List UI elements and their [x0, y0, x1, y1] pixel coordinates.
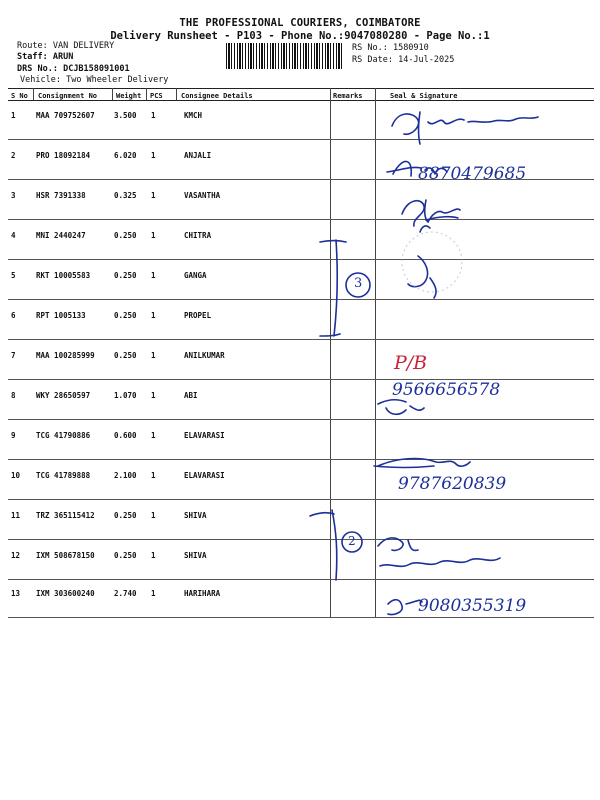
cell-pcs: 1 [151, 471, 156, 480]
circled-number-2: 2 [348, 534, 356, 548]
vehicle-value: Two Wheeler Delivery [66, 75, 169, 85]
cell-consignee: SHIVA [184, 551, 207, 560]
rs-no-label: RS No.: [352, 43, 388, 53]
cell-consignment: HSR 7391338 [36, 191, 86, 200]
rs-date-value: 14-Jul-2025 [398, 55, 455, 65]
cell-sno: 9 [11, 431, 16, 440]
cell-pcs: 1 [151, 311, 156, 320]
cell-consignee: ELAVARASI [184, 431, 225, 440]
cell-consignment: MAA 100285999 [36, 351, 95, 360]
cell-weight: 0.600 [114, 431, 137, 440]
table-row [8, 420, 594, 460]
cell-sno: 10 [11, 471, 21, 480]
cell-weight: 0.250 [114, 551, 137, 560]
cell-weight: 0.250 [114, 311, 137, 320]
cell-pcs: 1 [151, 589, 156, 598]
cell-consignment: PRO 18092184 [36, 151, 91, 160]
cell-consignee: ANILKUMAR [184, 351, 225, 360]
col-divider [33, 88, 34, 100]
table-row [8, 300, 594, 340]
cell-sno: 13 [11, 589, 21, 598]
cell-consignee: ANJALI [184, 151, 212, 160]
cell-consignee: KMCH [184, 111, 203, 120]
vehicle-line [20, 75, 168, 86]
cell-consignment: RPT 1005133 [36, 311, 86, 320]
col-weight: Weight [116, 92, 142, 100]
col-consignment: Consignment No [38, 92, 98, 100]
cell-pcs: 1 [151, 431, 156, 440]
cell-pcs: 1 [151, 111, 156, 120]
rs-date-label: RS Date: [352, 55, 393, 65]
cell-consignment: IXM 303600240 [36, 589, 95, 598]
runsheet-subtitle: Delivery Runsheet - P103 - Phone No.:9047080280 - Page No.:1 [110, 30, 490, 42]
rs-no-line [352, 43, 429, 54]
row-rule [8, 617, 594, 618]
cell-consignment: WKY 28650597 [36, 391, 91, 400]
table-row [8, 180, 594, 220]
cell-consignee: GANGA [184, 271, 207, 280]
table-row [8, 500, 594, 540]
cell-weight: 1.070 [114, 391, 137, 400]
handwritten-phone-row8: 9566656578 [392, 380, 501, 400]
route-value: VAN DELIVERY [52, 41, 115, 51]
cell-consignee: CHITRA [184, 231, 212, 240]
table-row [8, 540, 594, 580]
staff-value: ARUN [52, 52, 74, 62]
cell-weight: 0.250 [114, 351, 137, 360]
cell-pcs: 1 [151, 511, 156, 520]
cell-weight: 0.250 [114, 511, 137, 520]
cell-consignment: IXM 508678150 [36, 551, 95, 560]
col-divider [112, 88, 113, 100]
rs-date-line [352, 55, 454, 66]
staff-label: Staff: [17, 52, 48, 62]
company-title: THE PROFESSIONAL COURIERS, COIMBATORE [179, 17, 421, 29]
cell-sno: 11 [11, 511, 21, 520]
cell-sno: 7 [11, 351, 16, 360]
cell-consignment: TRZ 365115412 [36, 511, 95, 520]
cell-consignee: ELAVARASI [184, 471, 225, 480]
col-consignee: Consignee Details [181, 92, 253, 100]
rs-no-value: 1580910 [392, 43, 429, 53]
drs-label: DRS No.: [17, 64, 58, 74]
cell-consignee: SHIVA [184, 511, 207, 520]
cell-sno: 2 [11, 151, 16, 160]
table-row [8, 220, 594, 260]
col-sno: S No [11, 92, 28, 100]
table-row [8, 380, 594, 420]
cell-sno: 5 [11, 271, 16, 280]
handwritten-pb-note: P/B [394, 352, 428, 374]
table-row [8, 340, 594, 380]
col-pcs: PCS [150, 92, 163, 100]
cell-sno: 12 [11, 551, 21, 560]
col-remarks: Remarks [333, 92, 363, 100]
cell-consignment: MAA 709752607 [36, 111, 95, 120]
cell-weight: 2.740 [114, 589, 137, 598]
vehicle-label: Vehicle: [20, 75, 61, 85]
handwritten-phone-row13: 9080355319 [418, 596, 527, 616]
cell-weight: 6.020 [114, 151, 137, 160]
cell-pcs: 1 [151, 351, 156, 360]
cell-consignee: VASANTHA [184, 191, 221, 200]
cell-sno: 6 [11, 311, 16, 320]
cell-pcs: 1 [151, 391, 156, 400]
cell-weight: 0.250 [114, 271, 137, 280]
cell-weight: 0.325 [114, 191, 137, 200]
cell-sno: 8 [11, 391, 16, 400]
cell-consignee: PROPEL [184, 311, 212, 320]
table-top-rule [8, 88, 594, 89]
drs-line [17, 64, 130, 75]
cell-consignment: MNI 2440247 [36, 231, 86, 240]
staff-line [17, 52, 73, 63]
cell-weight: 3.500 [114, 111, 137, 120]
cell-consignee: ABI [184, 391, 198, 400]
col-seal-signature: Seal & Signature [390, 92, 458, 100]
cell-consignment: RKT 10005583 [36, 271, 91, 280]
cell-weight: 2.100 [114, 471, 137, 480]
cell-sno: 1 [11, 111, 16, 120]
col-divider [176, 88, 177, 100]
cell-sno: 3 [11, 191, 16, 200]
cell-pcs: 1 [151, 151, 156, 160]
handwritten-phone-row10: 9787620839 [398, 474, 507, 494]
table-row [8, 260, 594, 300]
cell-pcs: 1 [151, 551, 156, 560]
cell-sno: 4 [11, 231, 16, 240]
cell-consignment: TCG 41789888 [36, 471, 91, 480]
route-line [17, 41, 114, 52]
cell-consignment: TCG 41790886 [36, 431, 91, 440]
cell-pcs: 1 [151, 191, 156, 200]
cell-weight: 0.250 [114, 231, 137, 240]
table-row [8, 100, 594, 140]
cell-pcs: 1 [151, 231, 156, 240]
cell-consignee: HARIHARA [184, 589, 221, 598]
route-label: Route: [17, 41, 48, 51]
col-divider [146, 88, 147, 100]
handwritten-phone-row2: 8870479685 [418, 164, 527, 184]
circled-number-3: 3 [354, 276, 363, 291]
cell-pcs: 1 [151, 271, 156, 280]
barcode [226, 43, 344, 69]
drs-value: DCJB158091001 [63, 64, 130, 74]
